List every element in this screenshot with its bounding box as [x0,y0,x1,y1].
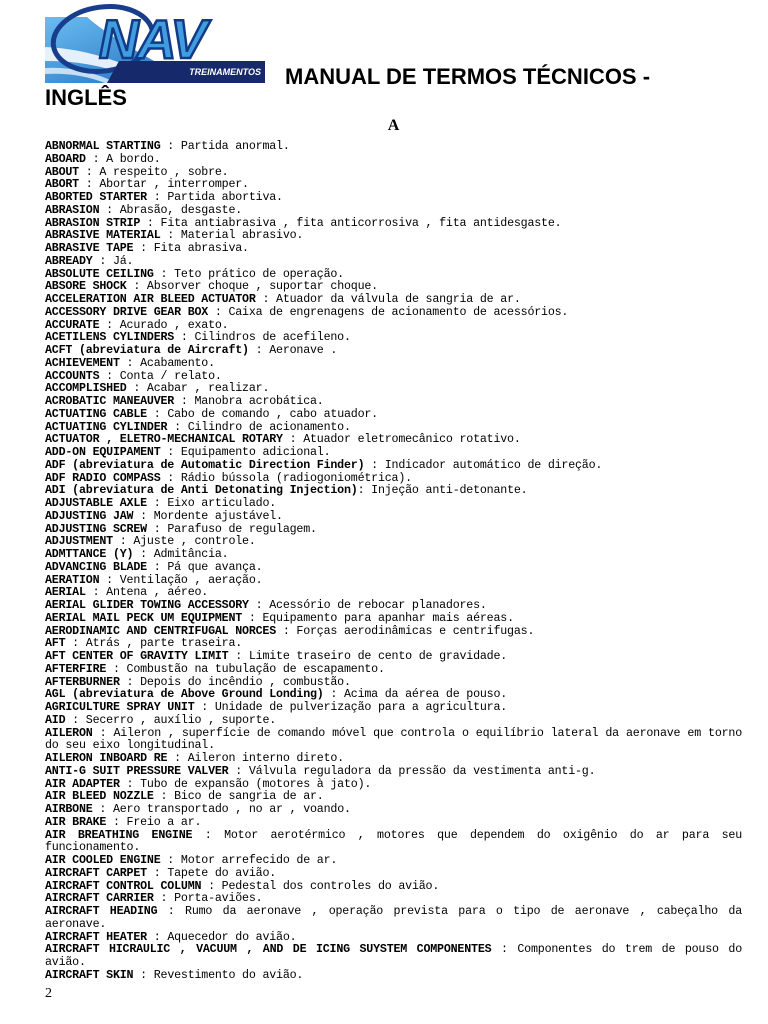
entry-term: ACROBATIC MANEAUVER [45,394,175,408]
entry-definition: : Componentes do trem de pouso do avião. [45,942,742,969]
entry-term: ABREADY [45,253,93,268]
entry-term: ABNORMAL STARTING [45,139,161,153]
entry-definition: : Rádio bússola (radiogoniométrica). [160,470,412,485]
entry-term: ABRASION STRIP [45,215,141,230]
entry-definition: : Forças aerodinâmicas e centrifugas. [276,623,535,638]
glossary-entry [45,969,742,982]
entry-definition: : Cabo de comando , cabo atuador. [146,406,378,421]
entry-term: AIRCRAFT HEADING [45,904,158,918]
entry-definition: : Material abrasivo. [160,228,304,243]
entry-definition: : Aquecedor do avião. [146,929,297,944]
entry-definition: : Bico de sangria de ar. [153,789,324,804]
entry-term: ACTUATING CABLE [45,406,147,421]
entry-term: AFT [45,636,66,651]
entry-definition: : Antena , aéreo. [85,585,209,600]
entry-term: ABORT [45,177,79,192]
entry-definition: : Conta / relato. [99,368,222,383]
entry-definition: : Absorver choque , suportar choque. [126,279,378,294]
entry-definition: : Fita antiabrasiva , fita anticorrosiva , fita antidesgaste. [140,215,562,230]
entry-term: AIRCRAFT CONTROL COLUMN [45,878,202,893]
entry-term: ABOUT [45,164,79,179]
glossary-list [45,140,742,982]
entry-definition: : Revestimento do avião. [133,967,304,982]
entry-definition: : Aileron interno direto. [167,751,344,765]
entry-term: ACTUATING CYLINDER [45,419,168,434]
entry-definition: : Atuador da válvula de sangria de ar. [255,292,521,306]
logo-wordmark: NAV [99,8,206,70]
entry-definition: : Ajuste , controle. [112,534,256,549]
entry-term: ACCESSORY DRIVE GEAR BOX [45,304,209,319]
entry-term: ADI (abreviatura de Anti Detonating Injection) [45,483,358,498]
entry-definition: : Admitância. [133,547,229,561]
entry-term: AGL (abreviatura de Above Ground Londing) [45,687,324,702]
entry-definition: : Tubo de expansão (motores à jato). [119,776,372,791]
entry-definition: : Unidade de pulverização para a agricultura. [194,700,508,714]
entry-definition: : Motor aerotérmico , motores que dependem do oxigênio do ar para seu funcionamento. [45,827,742,855]
entry-term: ACCELERATION AIR BLEED ACTUATOR [45,292,256,306]
entry-definition: : Rumo da aeronave , operação prevista para o tipo de aeronave , cabeçalho da aeronave. [45,904,743,931]
entry-definition: : A bordo. [85,151,161,166]
entry-definition: : Aeronave . [248,343,338,357]
entry-definition: : Tapete do avião. [146,865,277,880]
entry-term: AERIAL MAIL PECK UM EQUIPMENT [45,610,243,625]
entry-term: AILERON [45,725,93,740]
entry-definition: : Partida abortiva. [146,190,283,204]
glossary-entry [45,727,742,753]
entry-term: ACFT (abreviatura de Aircraft) [45,343,249,357]
entry-term: AGRICULTURE SPRAY UNIT [45,700,195,714]
entry-definition: : Atrás , parte traseira. [65,636,243,651]
entry-term: AIR COOLED ENGINE [45,853,161,867]
entry-definition: : Aileron , superfície de comando móvel que controla o equilíbrio lateral da aeronave em torno do seu eixo longitudinal. [45,725,742,753]
entry-definition: : Cilindros de acefileno. [174,330,351,345]
entry-term: ADJUSTING JAW [45,508,134,523]
entry-term: ADJUSTMENT [45,534,113,549]
entry-term: AIR BLEED NOZZLE [45,789,154,804]
page-number: 2 [45,986,52,1001]
entry-definition: : Acessório de rebocar planadores. [248,598,487,612]
entry-definition: : Manobra acrobática. [174,394,324,408]
entry-definition: : Injeção anti-detonante. [357,483,528,498]
entry-term: ABOARD [45,151,86,166]
entry-term: AIR BRAKE [45,814,107,829]
entry-definition: : Abortar , interromper. [78,177,249,192]
entry-definition: : Depois do incêndio , combustão. [119,674,351,689]
entry-definition: : Caixa de engrenagens de acionamento de acessórios. [208,304,569,319]
entry-term: AERIAL [45,585,86,600]
entry-definition: : Combustão na tubulação de escapamento. [106,661,385,676]
entry-term: AERODINAMIC AND CENTRIFUGAL NORCES [45,623,277,638]
entry-definition: : Válvula reguladora da pressão da vestimenta anti-g. [228,763,596,778]
entry-definition: : Equipamento adicional. [160,445,331,459]
entry-definition: : Fita abrasiva. [133,241,249,255]
entry-definition: : Pá que avança. [146,559,263,574]
entry-definition: : Secerro , auxílio , suporte. [65,712,277,727]
entry-term: AFTERBURNER [45,674,120,689]
entry-term: AIRCRAFT SKIN [45,967,134,982]
glossary-entry [45,905,742,931]
entry-term: ANTI-G SUIT PRESSURE VALVER [45,763,229,778]
entry-definition: : Aero transportado , no ar , voando. [92,802,351,816]
entry-definition: : Já. [92,253,134,268]
entry-term: ADVANCING BLADE [45,559,147,574]
entry-term: AIR ADAPTER [45,776,120,791]
entry-definition: : Parafuso de regulagem. [146,521,317,536]
entry-term: ADF (abreviatura de Automatic Direction Finder) [45,457,365,472]
entry-term: ACCURATE [45,317,100,332]
entry-term: ACTUATOR , ELETRO-MECHANICAL ROTARY [45,432,283,447]
entry-term: AIRCRAFT CARRIER [45,891,154,906]
page-title: MANUAL DE TERMOS TÉCNICOS - INGLÊS [45,64,651,110]
entry-term: ACCOMPLISHED [45,381,127,396]
entry-definition: : Ventilação , aeração. [99,572,263,587]
entry-term: ABSOLUTE CEILING [45,266,154,281]
entry-term: ABSORE SHOCK [45,279,127,294]
glossary-entry [45,242,742,255]
entry-definition: : Freio a ar. [106,814,202,829]
entry-term: AERIAL GLIDER TOWING ACCESSORY [45,598,249,612]
entry-term: ABRASION [45,202,100,217]
entry-definition: : Teto prático de operação. [153,266,344,281]
entry-definition: : A respeito , sobre. [78,164,229,179]
entry-definition: : Atuador eletromecânico rotativo. [282,432,521,447]
entry-term: ACETILENS CYLINDERS [45,330,175,345]
entry-term: AILERON INBOARD RE [45,751,168,765]
entry-term: AFTERFIRE [45,661,107,676]
entry-definition: : Acima da aérea de pouso. [323,687,508,702]
entry-term: ABORTED STARTER [45,190,147,204]
entry-definition: : Mordente ajustável. [133,508,283,523]
entry-term: AERATION [45,572,100,587]
entry-term: AIRCRAFT HEATER [45,929,147,944]
glossary-entry [45,829,742,855]
entry-term: ADD-ON EQUIPAMENT [45,445,161,459]
entry-term: AID [45,712,66,727]
entry-term: AIRBONE [45,802,93,816]
entry-term: ADMTTANCE (Y) [45,547,134,561]
entry-definition: : Indicador automático de direção. [364,457,603,472]
entry-term: AIRCRAFT HICRAULIC , VACUUM , AND DE ICING SUYSTEM COMPONENTES [45,942,492,957]
entry-term: ACCOUNTS [45,368,100,383]
logo-tagline: TREINAMENTOS [189,67,261,77]
entry-definition: : Acabamento. [119,355,215,370]
entry-definition: : Porta-aviões. [153,891,263,906]
entry-definition: : Equipamento para apanhar mais aéreas. [242,610,514,625]
entry-definition: : Cilindro de acionamento. [167,419,351,434]
entry-term: AIR BREATHING ENGINE [45,827,193,842]
entry-definition: : Eixo articulado. [146,496,277,510]
entry-term: AIRCRAFT CARPET [45,865,147,880]
entry-definition: : Pedestal dos controles do avião. [201,878,440,893]
entry-term: ADJUSTING SCREW [45,521,147,536]
entry-definition: : Acurado , exato. [99,317,229,332]
entry-term: AFT CENTER OF GRAVITY LIMIT [45,649,229,663]
entry-term: ACHIEVEMENT [45,355,120,370]
entry-definition: : Acabar , realizar. [126,381,270,396]
section-letter: A [387,117,400,134]
entry-definition: : Limite traseiro de cento de gravidade. [228,649,508,663]
entry-definition: : Abrasão, desgaste. [99,202,243,217]
entry-definition: : Motor arrefecido de ar. [160,853,338,867]
entry-term: ABRASIVE MATERIAL [45,228,161,243]
glossary-entry [45,943,742,969]
entry-definition: : Partida anormal. [160,139,290,153]
entry-term: ADJUSTABLE AXLE [45,496,147,510]
entry-term: ADF RADIO COMPASS [45,470,161,485]
entry-term: ABRASIVE TAPE [45,241,134,255]
